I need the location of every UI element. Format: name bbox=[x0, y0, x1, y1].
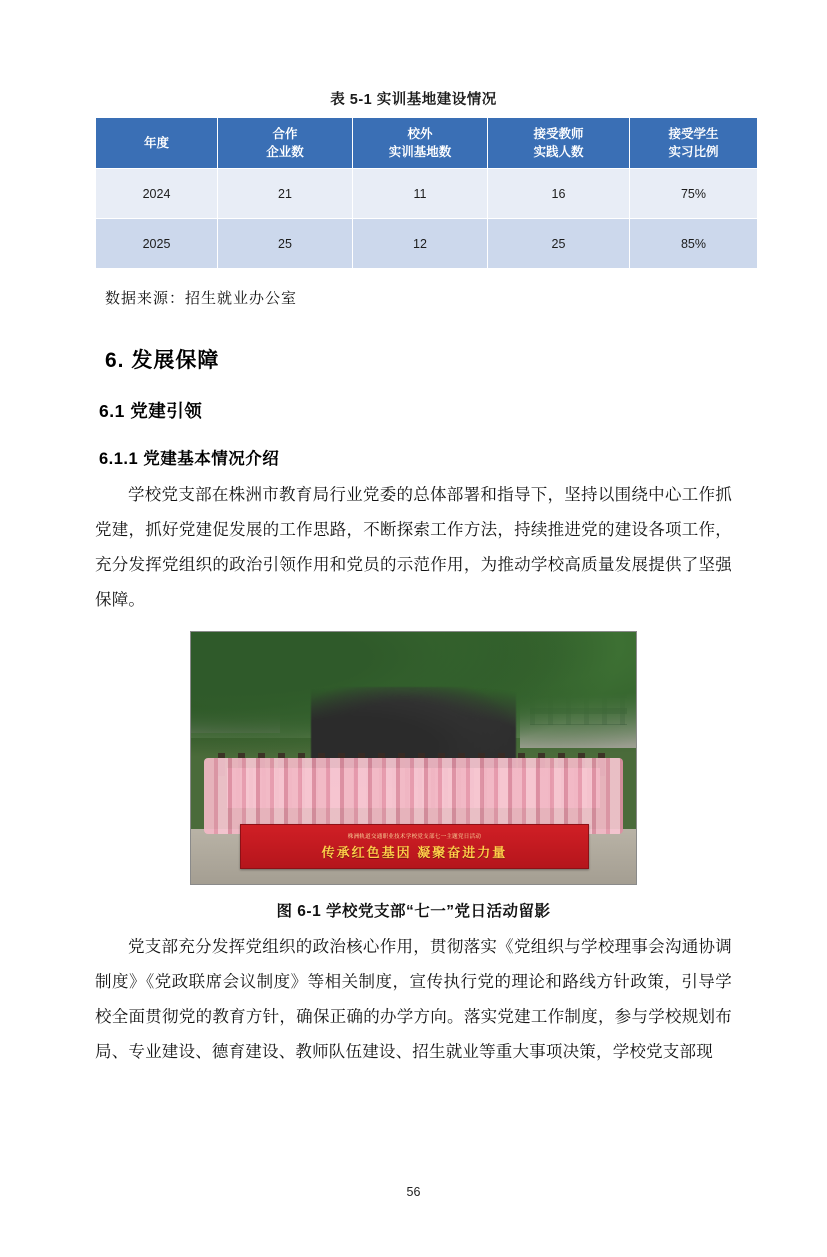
training-base-table bbox=[95, 117, 758, 269]
photo-crowd-front-row bbox=[204, 758, 622, 834]
banner-top-text: 株洲轨道交通职业技术学校党支部七一主题党日活动 bbox=[347, 833, 482, 840]
figure-caption: 图 6-1 学校党支部“七一”党日活动留影 bbox=[276, 903, 551, 920]
page-number: 56 bbox=[406, 1185, 421, 1199]
table-header-cell-teacher-practice bbox=[488, 118, 630, 169]
paragraph-party-duties: 党支部充分发挥党组织的政治核心作用，贯彻落实《党组织与学校理事会沟通协调制度》《党政联席会议制度》等相关制度，宣传执行党的理论和路线方针政策，引导学校全面贯彻党的教育方针，确保正确的办学方向。落实党建工作制度，参与学校规划布局、专业建设、德育建设、教师队伍建设、招生就业等重大事项决策，学校党支部现 bbox=[95, 937, 732, 1061]
table-cell-student-internship: 85% bbox=[630, 219, 758, 269]
table-cell-year: 2025 bbox=[96, 219, 218, 269]
table-header-cell-offcampus-bases bbox=[353, 118, 488, 169]
table-cell-partner-enterprises: 25 bbox=[218, 219, 353, 269]
header-line-1: 接受学生 bbox=[668, 126, 719, 141]
table-cell-student-internship: 75% bbox=[630, 169, 758, 219]
table-header-cell-student-internship bbox=[630, 118, 758, 169]
subsubsection-heading: 6.1.1 党建基本情况介绍 bbox=[99, 450, 280, 468]
header-line-1: 合作 bbox=[272, 126, 298, 141]
table-cell-offcampus-bases: 11 bbox=[353, 169, 488, 219]
section-heading: 6. 发展保障 bbox=[105, 349, 220, 372]
photo-red-banner bbox=[240, 824, 589, 869]
banner-main-text: 传承红色基因 凝聚奋进力量 bbox=[321, 844, 508, 860]
table-cell-offcampus-bases: 12 bbox=[353, 219, 488, 269]
table-header-row bbox=[96, 118, 758, 169]
header-line-1: 年度 bbox=[143, 135, 169, 150]
table-row bbox=[96, 169, 758, 219]
header-line-1: 校外 bbox=[407, 126, 433, 141]
header-line-2: 实习比例 bbox=[668, 145, 719, 159]
table-cell-teacher-practice: 16 bbox=[488, 169, 630, 219]
figure-block bbox=[95, 631, 732, 921]
header-line-2: 实训基地数 bbox=[388, 145, 452, 159]
subsection-heading: 6.1 党建引领 bbox=[99, 401, 203, 421]
header-line-1: 接受教师 bbox=[533, 126, 584, 141]
figure-photo bbox=[190, 631, 637, 885]
table-cell-teacher-practice: 25 bbox=[488, 219, 630, 269]
table-source-note: 数据来源：招生就业办公室 bbox=[105, 291, 298, 307]
table-header-cell-partner-enterprises bbox=[218, 118, 353, 169]
header-line-2: 实践人数 bbox=[533, 145, 584, 159]
table-cell-partner-enterprises: 21 bbox=[218, 169, 353, 219]
table-caption: 表 5-1 实训基地建设情况 bbox=[330, 92, 497, 108]
table-header-cell-year bbox=[96, 118, 218, 169]
table-row bbox=[96, 219, 758, 269]
header-line-2: 企业数 bbox=[266, 145, 304, 159]
paragraph-party-overview: 学校党支部在株洲市教育局行业党委的总体部署和指导下，坚持以围绕中心工作抓党建，抓好党建促发展的工作思路，不断探索工作方法，持续推进党的建设各项工作，充分发挥党组织的政治引领作用和党员的示范作用，为推动学校高质量发展提供了坚强保障。 bbox=[95, 485, 732, 609]
table-cell-year: 2024 bbox=[96, 169, 218, 219]
document-page bbox=[0, 88, 827, 1257]
